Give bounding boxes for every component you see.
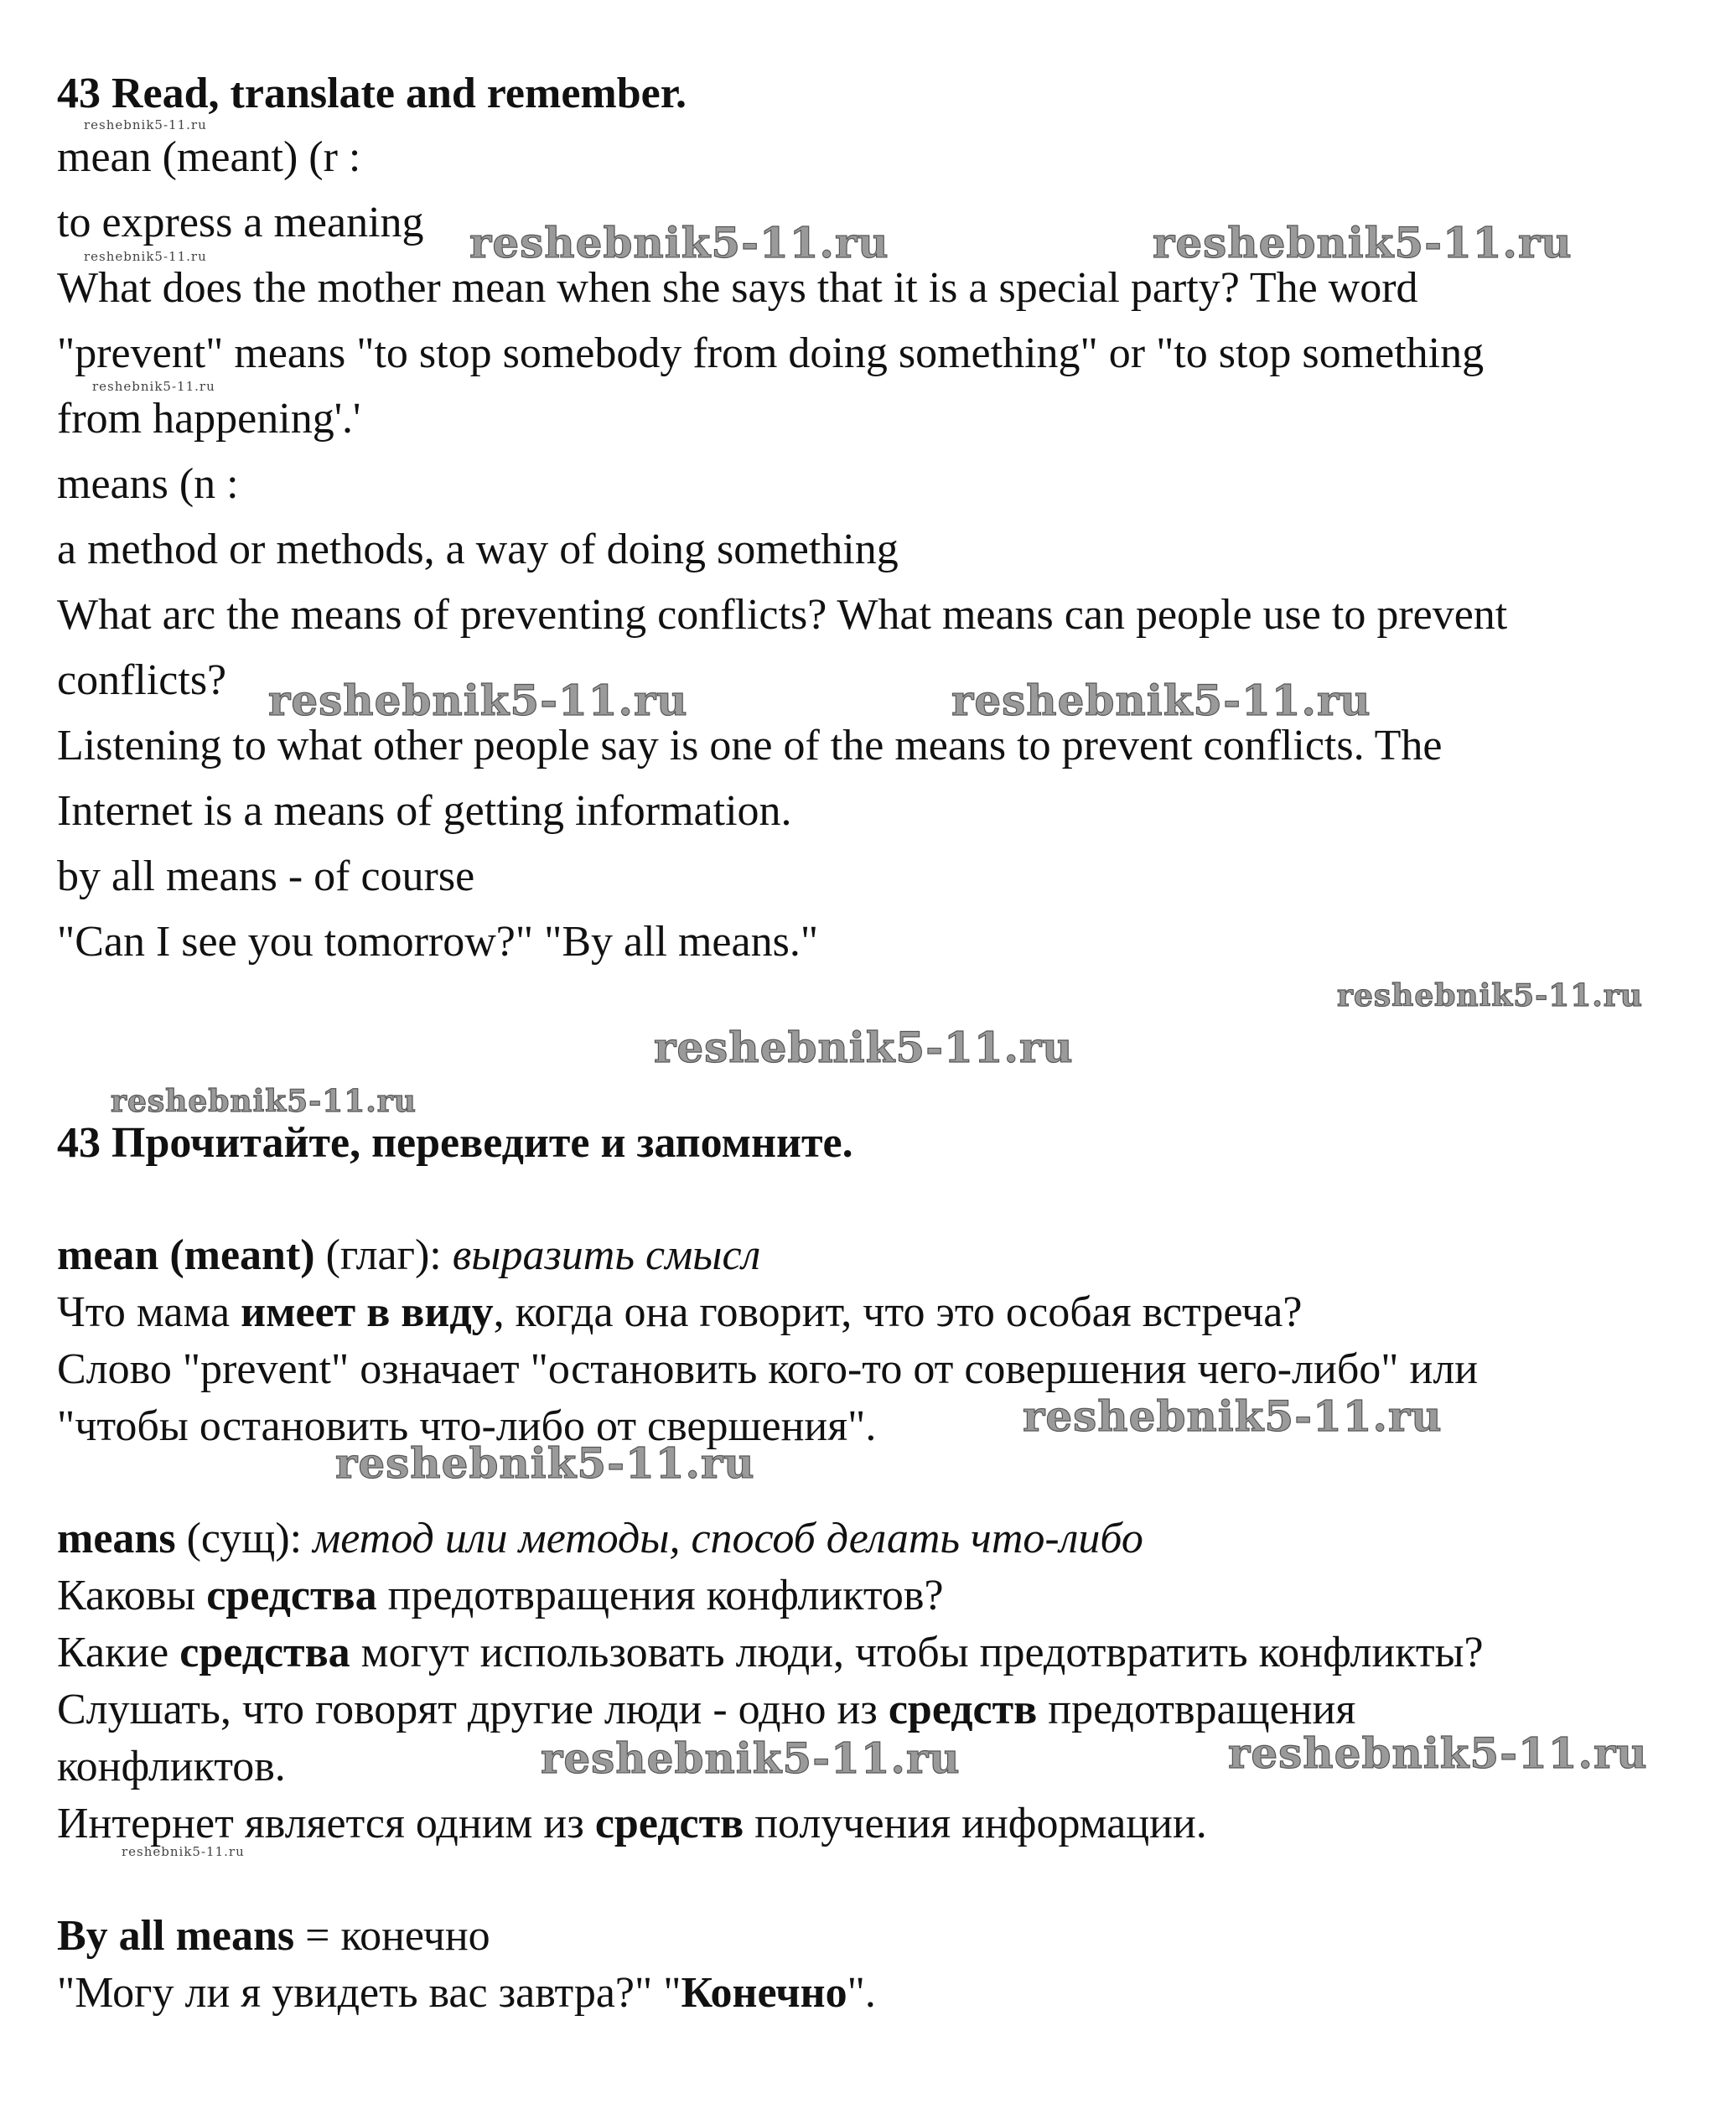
- ru-mean-question: [57, 1288, 1302, 1338]
- means-definition: a method or methods, a way of doing something: [57, 526, 899, 573]
- by-all-means-entry: by all means - of course: [57, 852, 475, 900]
- ru-mean-pos: (глаг):: [314, 1231, 453, 1279]
- ru-s1-part-c: предотвращения: [1037, 1686, 1356, 1733]
- watermark-small-2: reshebnik5-11.ru: [84, 249, 207, 264]
- ru-means-term: means: [57, 1515, 176, 1562]
- ru-s1-emphasis: средств: [888, 1686, 1038, 1733]
- ru-means-statement-1-cont: конфликтов.: [57, 1743, 286, 1790]
- ru-by-all-means-entry: [57, 1911, 490, 1961]
- ru-q2-part-c: предотвращения конфликтов?: [376, 1572, 944, 1619]
- ru-q1-emphasis: имеет в виду: [241, 1288, 494, 1336]
- ru-ex-part-a: "Могу ли я увидеть вас завтра?" ": [57, 1969, 681, 2017]
- ru-word-line-1: Слово "prevent" означает "остановить кого-то от совершения чего-либо" или: [57, 1345, 1479, 1393]
- ru-s2-emphasis: средств: [594, 1800, 744, 1847]
- ru-mean-term: mean (meant): [57, 1231, 315, 1279]
- mean-definition: to express a meaning: [57, 199, 424, 246]
- ru-mean-entry: [57, 1231, 760, 1281]
- by-all-means-example: "Can I see you tomorrow?" "By all means.": [57, 918, 819, 966]
- russian-heading: 43 Прочитайте, переведите и запомните.: [57, 1119, 853, 1167]
- watermark-4: reshebnik5-11.ru: [951, 676, 1371, 725]
- ru-by-all-means-meaning: = конечно: [294, 1912, 490, 1960]
- ru-s2-part-a: Интернет является одним из: [57, 1800, 595, 1847]
- watermark-small-1: reshebnik5-11.ru: [84, 117, 207, 132]
- mean-verb-entry: mean (meant) (r :: [57, 133, 361, 181]
- means-example-line-2: conflicts?: [57, 656, 227, 704]
- means-noun-entry: means (n :: [57, 460, 239, 508]
- ru-means-statement-2: [57, 1799, 1207, 1849]
- ru-q1-part-a: Что мама: [57, 1288, 241, 1336]
- mean-example-line-1: What does the mother mean when she says that it is a special party? The word: [57, 264, 1418, 312]
- ru-q3-part-a: Какие: [57, 1629, 180, 1676]
- means-example-line-3: Listening to what other people say is one of the means to prevent conflicts. The: [57, 722, 1443, 769]
- ru-means-question-2: [57, 1628, 1484, 1678]
- watermark-3: reshebnik5-11.ru: [268, 676, 688, 725]
- ru-word-line-2: "чтобы остановить что-либо от свершения".: [57, 1402, 877, 1450]
- watermark-small-4: reshebnik5-11.ru: [122, 1844, 245, 1859]
- english-heading: 43 Read, translate and remember.: [57, 70, 687, 117]
- watermark-6: reshebnik5-11.ru: [654, 1023, 1074, 1072]
- ru-means-question-1: [57, 1571, 944, 1621]
- watermark-9: reshebnik5-11.ru: [335, 1438, 755, 1488]
- ru-s2-part-c: получения информации.: [744, 1800, 1207, 1847]
- watermark-8: reshebnik5-11.ru: [1023, 1391, 1443, 1441]
- ru-by-all-means-example: [57, 1968, 876, 2018]
- watermark-10: reshebnik5-11.ru: [541, 1733, 961, 1783]
- ru-ex-emphasis: Конечно: [681, 1969, 847, 2017]
- means-example-line-1: What arc the means of preventing conflicts? What means can people use to prevent: [57, 591, 1508, 639]
- mean-example-line-2: "prevent" means "to stop somebody from doing something" or "to stop something: [57, 329, 1485, 377]
- watermark-5: reshebnik5-11.ru: [1337, 978, 1643, 1013]
- watermark-1: reshebnik5-11.ru: [469, 218, 889, 267]
- ru-q2-part-a: Каковы: [57, 1572, 207, 1619]
- watermark-small-3: reshebnik5-11.ru: [92, 379, 215, 394]
- watermark-2: reshebnik5-11.ru: [1153, 218, 1573, 267]
- ru-q2-emphasis: средства: [206, 1572, 377, 1619]
- ru-s1-part-a: Слушать, что говорят другие люди - одно из: [57, 1686, 889, 1733]
- ru-mean-definition: выразить смысл: [452, 1231, 761, 1279]
- means-example-line-4: Internet is a means of getting information.: [57, 787, 792, 835]
- ru-means-statement-1: [57, 1685, 1355, 1735]
- ru-q3-emphasis: средства: [179, 1629, 350, 1676]
- watermark-7: reshebnik5-11.ru: [111, 1084, 417, 1119]
- watermark-11: reshebnik5-11.ru: [1228, 1728, 1648, 1778]
- ru-means-definition: метод или методы, способ делать что-либо: [313, 1515, 1143, 1562]
- ru-by-all-means-term: By all means: [57, 1912, 295, 1960]
- ru-q3-part-c: могут использовать люди, чтобы предотвратить конфликты?: [350, 1629, 1484, 1676]
- ru-means-entry: [57, 1514, 1143, 1564]
- mean-example-line-3: from happening'.': [57, 395, 361, 443]
- ru-q1-part-c: , когда она говорит, что это особая встреча?: [493, 1288, 1303, 1336]
- ru-means-pos: (сущ):: [175, 1515, 314, 1562]
- ru-ex-part-c: ".: [847, 1969, 876, 2017]
